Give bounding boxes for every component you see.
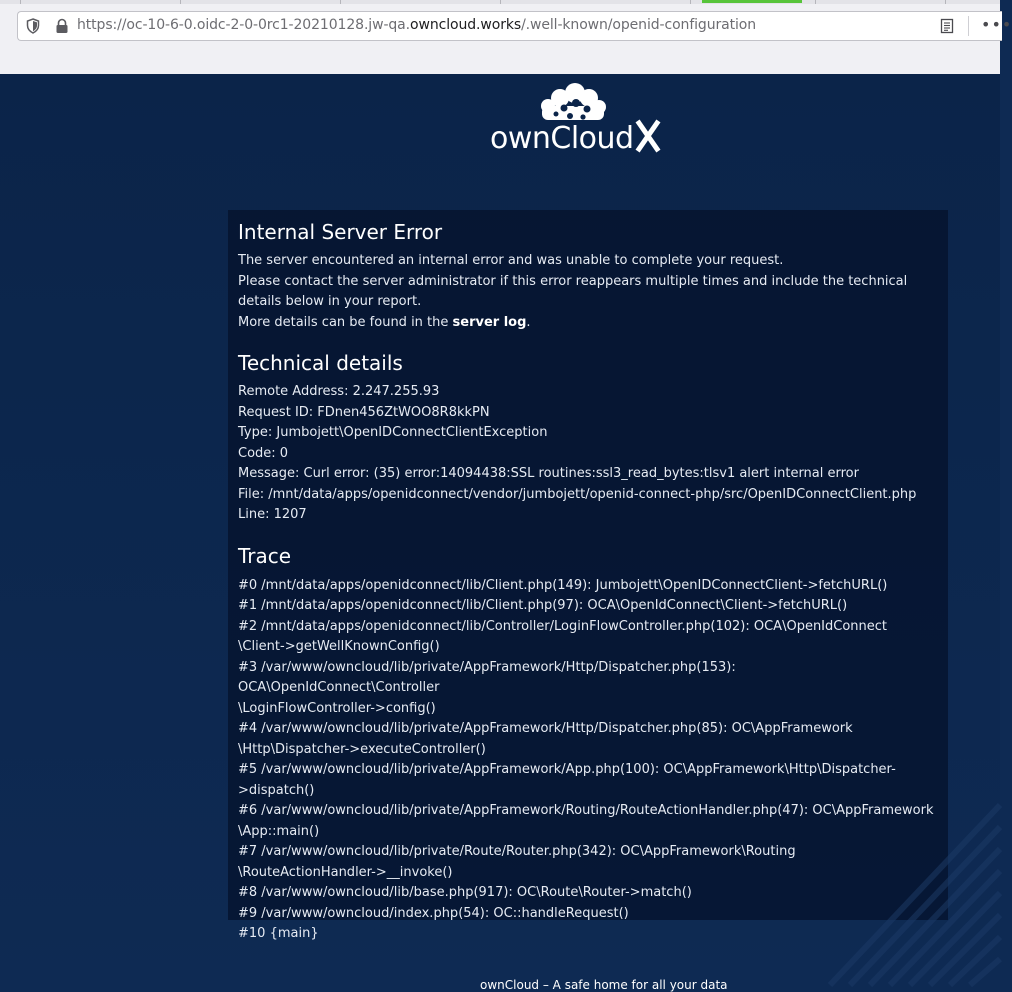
log-hint-suffix: . <box>526 314 531 330</box>
trace-line: \Client->getWellKnownConfig() <box>238 639 440 654</box>
trace-line: #2 /mnt/data/apps/openidconnect/lib/Controller/LoginFlowController.php(102): OCA\OpenIdConnect <box>238 618 888 634</box>
active-tab-indicator <box>702 0 802 3</box>
technical-detail-line: File: /mnt/data/apps/openidconnect/vendor/jumbojett/openid-connect-php/src/OpenIDConnectClient.php <box>238 486 917 502</box>
trace-line: #9 /var/www/owncloud/index.php(54): OC::handleRequest() <box>238 905 629 921</box>
trace-line: #7 /var/www/owncloud/lib/private/Route/Router.php(342): OC\AppFramework\Routing <box>238 844 796 859</box>
technical-details-title: Technical details <box>238 351 403 375</box>
trace-title: Trace <box>238 543 292 568</box>
trace-line: #6 /var/www/owncloud/lib/private/AppFramework/Routing/RouteActionHandler.php(47): OC\AppFramework <box>238 803 934 818</box>
log-hint-prefix: More details can be found in the <box>238 314 453 330</box>
svg-text:ownCloud: ownCloud <box>490 121 634 156</box>
url-text[interactable] <box>77 17 756 33</box>
address-bar[interactable] <box>17 11 1012 41</box>
technical-detail-line: Remote Address: 2.247.255.93 <box>238 384 440 399</box>
trace-line: #1 /mnt/data/apps/openidconnect/lib/Client.php(97): OCA\OpenIdConnect\Client->fetchURL() <box>238 598 848 613</box>
url-host: owncloud.works <box>410 17 522 33</box>
browser-toolbar <box>0 0 1012 75</box>
url-prefix: https://oc-10-6-0.oidc-2-0-0rc1-20210128.jw-qa. <box>77 17 411 33</box>
technical-detail-line: Line: 1207 <box>238 507 307 522</box>
trace-line: \Http\Dispatcher->executeController() <box>238 741 486 757</box>
lock-icon[interactable] <box>55 18 69 34</box>
technical-detail-line: Code: 0 <box>238 445 289 461</box>
tab-strip <box>0 0 1000 4</box>
server-log-label: server log <box>452 314 527 330</box>
trace-line: #0 /mnt/data/apps/openidconnect/lib/Client.php(149): Jumbojett\OpenIDConnectClient->fetchURL() <box>238 577 888 593</box>
error-page <box>0 74 1000 992</box>
page-actions-menu-icon[interactable]: ••• <box>981 15 1012 34</box>
trace-line: #10 {main} <box>238 926 319 941</box>
error-description-2: Please contact the server administrator if this error reappears multiple times and include the technical details below in your report. <box>238 273 908 309</box>
technical-details-list <box>238 382 938 526</box>
trace-line: #3 /var/www/owncloud/lib/private/AppFramework/Http/Dispatcher.php(153): OCA\OpenIdConnect\Controller <box>238 659 736 695</box>
error-description-3 <box>238 313 938 334</box>
technical-detail-line: Type: Jumbojett\OpenIDConnectClientException <box>238 425 548 440</box>
toolbar-divider <box>968 16 969 36</box>
technical-detail-line: Message: Curl error: (35) error:14094438:SSL routines:ssl3_read_bytes:tlsv1 alert internal error <box>238 466 859 481</box>
reader-view-icon[interactable] <box>940 18 954 34</box>
error-description-1: The server encountered an internal error and was unable to complete your request. <box>238 253 784 268</box>
trace-line: #4 /var/www/owncloud/lib/private/AppFramework/Http/Dispatcher.php(85): OC\AppFramework <box>238 721 853 736</box>
url-path: /.well-known/openid-configuration <box>521 17 757 33</box>
owncloud-logo <box>490 78 670 158</box>
trace-line: \LoginFlowController->config() <box>238 700 436 716</box>
footer-tagline: ownCloud – A safe home for all your data <box>480 978 728 992</box>
shield-icon[interactable] <box>26 18 40 34</box>
background-stripes-decoration <box>830 765 1000 985</box>
error-title: Internal Server Error <box>238 220 443 244</box>
trace-line: \App::main() <box>238 823 320 839</box>
technical-detail-line: Request ID: FDnen456ZtWOO8R8kkPN <box>238 404 490 420</box>
trace-line: #8 /var/www/owncloud/lib/base.php(917): OC\Route\Router->match() <box>238 885 692 900</box>
trace-line: #5 /var/www/owncloud/lib/private/AppFramework/App.php(100): OC\AppFramework\Http\Dispatcher->dispatch() <box>238 762 896 798</box>
trace-line: \RouteActionHandler->__invoke() <box>238 864 453 880</box>
